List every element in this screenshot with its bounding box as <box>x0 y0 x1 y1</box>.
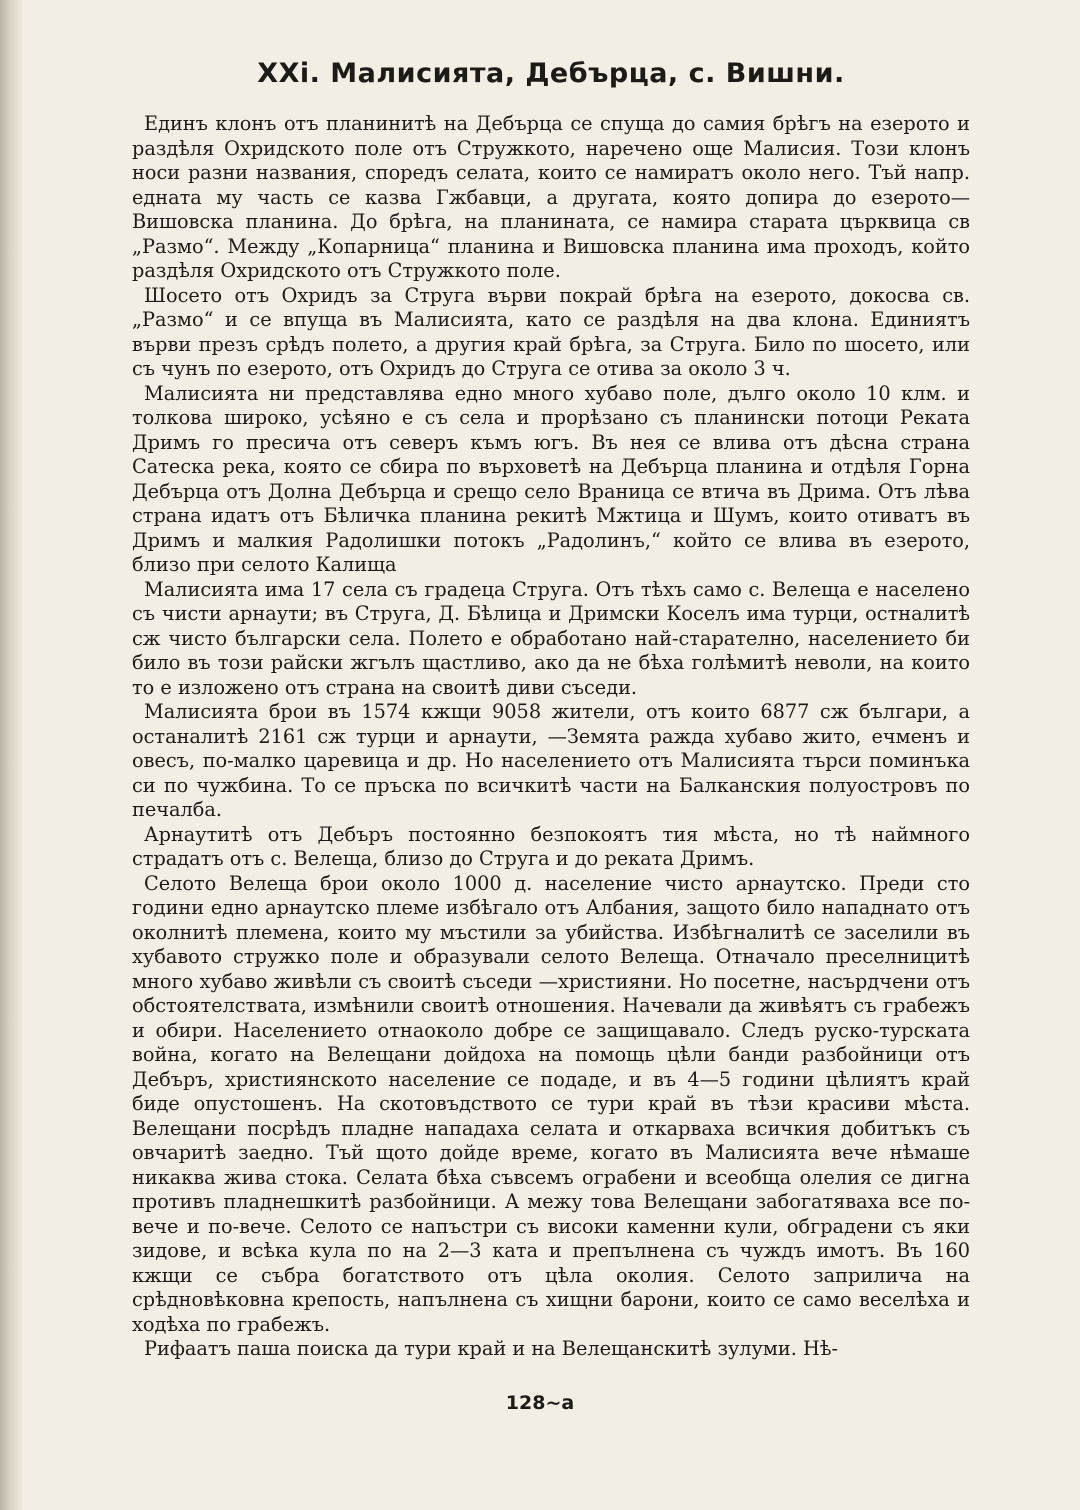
book-spine-shadow <box>0 0 22 1510</box>
paragraph-1: Единъ клонъ отъ планинитѣ на Дебърца се спуща до самия брѣгъ на езерото и раздѣля Охридското поле отъ Стружкото, наречено още Малисия. Този клонъ носи разни названия, споредъ селата, които се намиратъ около него. Тъй напр. едната му часть се казва Гжбавци, а другата, която допира до езерото—Вишовска планина. До брѣга, на планината, се намира старата църквица св „Размо“. Между „Копарница“ планина и Вишовска планина има проходъ, който раздѣля Охридското отъ Стружкото поле. <box>132 112 970 282</box>
paragraph-5: Малисията брои въ 1574 кжщи 9058 жители, отъ които 6877 сж българи, а останалитѣ 2161 сж турци и арнаути, —Земята ражда хубаво жито, ечменъ и овесъ, по-малко царевица и др. Но населението отъ Малисията търси поминъка си по чужбина. То се пръска по всичкитѣ части на Балканския полуостровъ по печалба. <box>132 700 970 821</box>
paragraph-7: Селото Велеща брои около 1000 д. население чисто арнаутско. Преди сто години едно арнаутско племе избѣгало отъ Албания, защото било нападнато отъ околнитѣ племена, които му мъстили за убийства. Избѣгналитѣ се заселили въ хубавото стружко поле и образували селото Велеща. Отначало преселницитѣ много хубаво живѣли съ своитѣ съседи —християни. Но посетне, насърдчени отъ обстоятелствата, измѣнили своитѣ отношения. Начевали да живѣятъ съ грабежъ и обири. Населението отнаоколо добре се защищавало. Следъ руско-турската война, когато на Велещани дойдоха на помощь цѣли банди разбойници отъ Дебъръ, християнското население се подаде, и въ 4—5 години цѣлиятъ край биде опустошенъ. На скотовъдството се тури край въ тѣзи красиви мѣста. Велещани посрѣдъ пладне нападаха селата и откарваха всичкия добитъкъ съ овчаритѣ заедно. Тъй щото дойде време, когато въ Малисията вече нѣмаше никаква жива стока. Селата бѣха съвсемъ ограбени и всеобща олелия се дигна противъ пладнешкитѣ разбойници. А межу това Велещани забогатяваха все по-вече и по-вече. Селото се напъстри съ високи каменни кули, обградени съ яки зидове, и всѣка кула по на 2—3 ката и препълнена съ чуждъ имотъ. Въ 160 кжщи се събра богатството отъ цѣла околия. Селото заприлича на срѣдновѣковна крепость, напълнена съ хищни барони, които се само веселѣха и ходѣха по грабежъ. <box>132 871 970 1336</box>
page-number: 128~а <box>505 1392 575 1414</box>
page-content <box>132 56 970 1362</box>
paragraph-3: Малисията ни представлява едно много хубаво поле, дълго около 10 клм. и толкова широко, усѣяно е съ села и прорѣзано съ планински потоци Реката Дримъ го пресича отъ северъ къмъ югъ. Въ нея се влива отъ дѣсна страна Сатеска река, която се сбира по върховетѣ на Дебърца планина и отдѣля Горна Дебърца отъ Долна Дебърца и срещо село Враница се втича въ Дрима. Отъ лѣва страна идатъ отъ Бѣличка планина рекитѣ Мжтица и Шумъ, които отиватъ въ Дримъ и малкия Радолишки потокъ „Радолинъ,“ който се влива въ езерото, близо при селото Калища <box>132 381 970 576</box>
body-text <box>132 112 970 1362</box>
paragraph-8: Рифаатъ паша поиска да тури край и на Велещанскитѣ зулуми. Нѣ- <box>144 1337 838 1360</box>
paragraph-4: Малисията има 17 села съ градеца Струга. Отъ тѣхъ само с. Велеща е населено съ чисти арнаути; въ Струга, Д. Бѣлица и Дримски Коселъ има турци, остналитѣ сж чисто български села. Полето е обработано най-старателно, населението би било въ този райски жгълъ щастливо, ако да не бѣха голѣмитѣ неволи, на които то е изложено отъ страна на своитѣ диви съседи. <box>132 577 970 699</box>
paragraph-2: Шосето отъ Охридъ за Струга върви покрай брѣга на езерото, докосва св. „Размо“ и се впуща въ Малисията, като се раздѣля на два клона. Единиятъ върви презъ срѣдъ полето, а другия край брѣга, за Струга. Било по шосето, или съ чунъ по езерото, отъ Охридъ до Струга се отива за около 3 ч. <box>132 283 970 380</box>
paragraph-6: Арнаутитѣ отъ Дебъръ постоянно безпокоятъ тия мѣста, но тѣ наймного страдатъ отъ с. Велеща, близо до Струга и до реката Дримъ. <box>132 822 970 870</box>
chapter-title: XXi. Малисията, Дебърца, с. Вишни. <box>257 58 845 89</box>
